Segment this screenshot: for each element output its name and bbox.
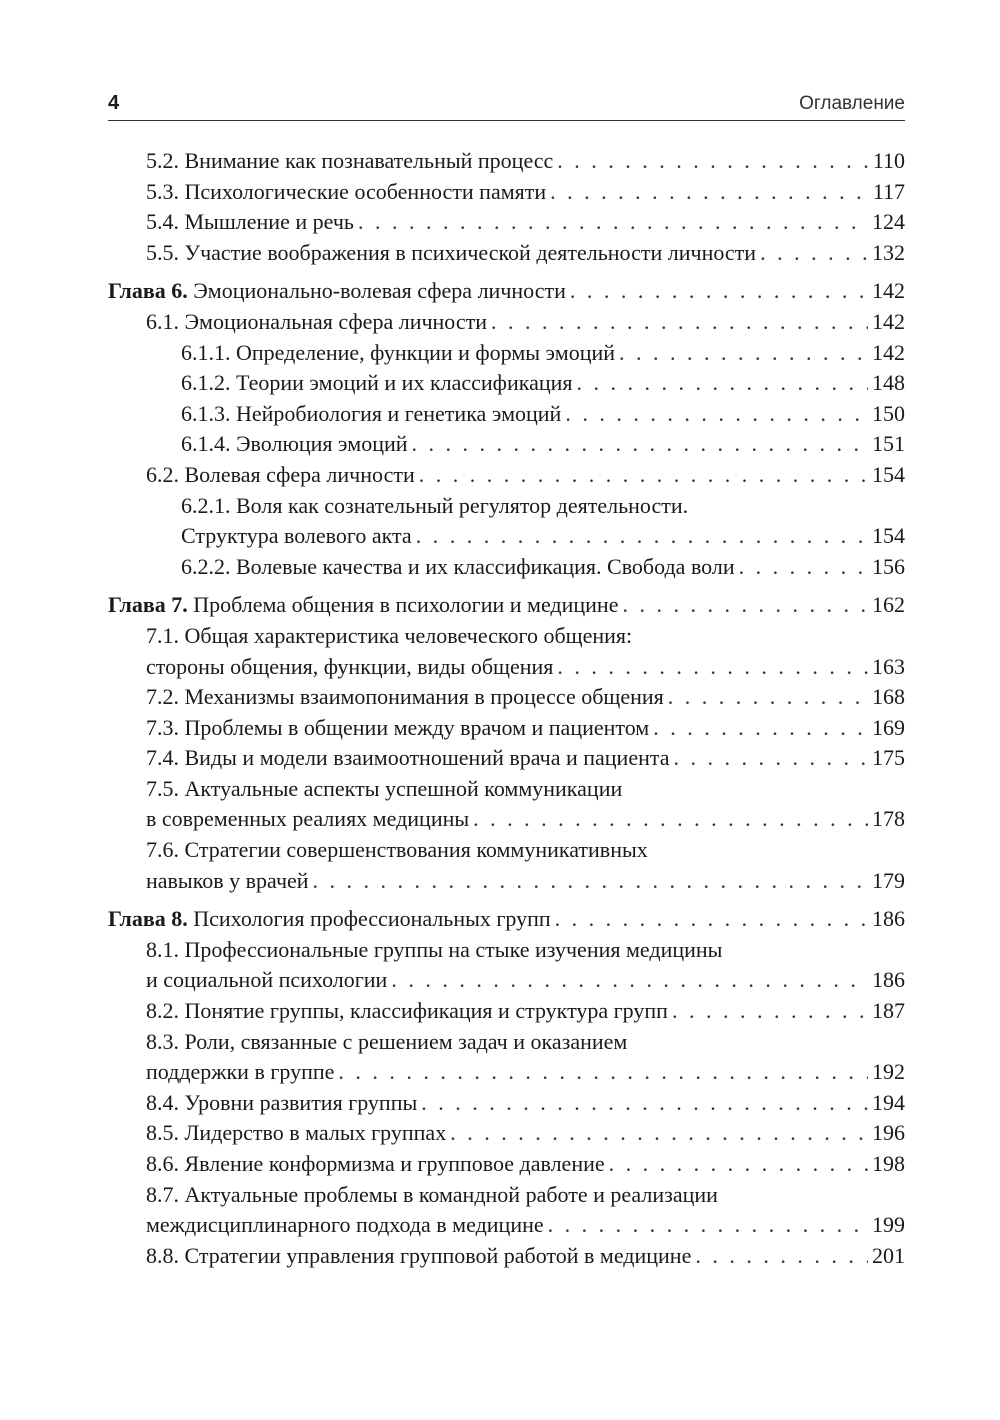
toc-line <box>181 429 905 460</box>
toc-entry <box>108 996 905 1027</box>
toc-entry-text: Психология профессиональных групп <box>193 906 551 932</box>
leader-dots <box>672 996 868 1027</box>
toc-entry-text: 6.2.1. Воля как сознательный регулятор деятельности. <box>181 492 689 518</box>
toc-entry-text: Структура волевого акта <box>181 523 412 549</box>
toc-line <box>146 177 905 208</box>
toc-entry-title <box>146 307 487 338</box>
toc-line <box>146 682 905 713</box>
toc-entry-title <box>181 399 561 430</box>
toc-entry <box>108 713 905 744</box>
toc-entry-text: Проблема общения в психологии и медицине <box>193 592 619 618</box>
toc-line <box>146 1118 905 1149</box>
leader-dots <box>491 307 868 338</box>
table-of-contents <box>108 146 905 1271</box>
toc-entry-text: 8.2. Понятие группы, классификация и структура групп <box>146 998 668 1024</box>
toc-line <box>146 804 905 835</box>
toc-page-number: 178 <box>872 806 905 832</box>
toc-entry-title <box>146 1180 718 1211</box>
toc-entry-title <box>181 368 573 399</box>
toc-entry-text: и социальной психологии <box>146 967 388 993</box>
toc-entry-title <box>181 338 615 369</box>
toc-entry-title <box>181 521 412 552</box>
toc-entry <box>108 399 905 430</box>
leader-dots <box>674 743 869 774</box>
leader-dots <box>338 1057 868 1088</box>
toc-entry-title <box>146 1118 446 1149</box>
toc-page-number: 110 <box>872 148 905 173</box>
toc-entry-title <box>146 713 649 744</box>
toc-chapter <box>108 276 905 307</box>
toc-entry-title <box>108 590 618 621</box>
toc-page-number: 151 <box>872 431 905 457</box>
toc-entry <box>108 1088 905 1119</box>
toc-entry-title <box>146 743 670 774</box>
toc-line <box>181 491 905 522</box>
toc-page-number: 169 <box>872 714 905 740</box>
toc-entry-text: 6.2. Волевая сфера личности <box>146 461 415 487</box>
toc-page-number: 201 <box>872 1242 905 1268</box>
toc-line <box>146 1210 905 1241</box>
toc-line <box>146 965 905 996</box>
leader-dots <box>421 1088 868 1119</box>
toc-page-number: 194 <box>872 1089 905 1115</box>
toc-page-number: 198 <box>872 1151 905 1176</box>
toc-entry <box>108 621 905 682</box>
toc-entry <box>108 774 905 835</box>
toc-entry-text: стороны общения, функции, виды общения <box>146 653 554 679</box>
toc-entry-title <box>146 804 469 835</box>
toc-entry-text: 7.5. Актуальные аспекты успешной коммуникации <box>146 775 623 801</box>
toc-entry-text: 7.1. Общая характеристика человеческого общения: <box>146 622 633 648</box>
toc-entry-title <box>146 177 546 208</box>
toc-entry <box>108 552 905 583</box>
toc-line <box>181 521 905 552</box>
toc-entry-text: 8.5. Лидерство в малых группах <box>146 1120 447 1146</box>
toc-entry <box>108 1118 905 1149</box>
toc-line <box>146 774 905 805</box>
toc-entry <box>108 146 905 177</box>
toc-line <box>181 338 905 369</box>
leader-dots <box>313 866 868 897</box>
toc-entry <box>108 177 905 208</box>
toc-entry <box>108 1241 905 1272</box>
toc-entry-title <box>146 146 553 177</box>
toc-entry-text: 6.1.2. Теории эмоций и их классификация <box>181 370 573 396</box>
toc-entry <box>108 460 905 491</box>
toc-entry-title <box>108 904 551 935</box>
leader-dots <box>695 1241 868 1272</box>
toc-line <box>146 1057 905 1088</box>
toc-entry-text: навыков у врачей <box>146 867 309 893</box>
leader-dots <box>609 1149 868 1180</box>
toc-line <box>181 399 905 430</box>
toc-line <box>146 146 905 177</box>
toc-line <box>146 713 905 744</box>
leader-dots <box>668 682 868 713</box>
toc-page-number: 142 <box>872 339 905 365</box>
toc-entry-text: в современных реалиях медицины <box>146 806 470 832</box>
leader-dots <box>619 338 868 369</box>
leader-dots <box>577 368 869 399</box>
leader-dots <box>653 713 868 744</box>
toc-page-number: 117 <box>872 178 905 204</box>
toc-entry-title <box>181 429 408 460</box>
toc-page-number: 156 <box>872 553 905 579</box>
toc-line <box>181 552 905 583</box>
leader-dots <box>358 207 868 238</box>
leader-dots <box>555 904 868 935</box>
toc-page-number: 154 <box>872 523 905 549</box>
leader-dots <box>550 177 869 208</box>
toc-line <box>146 460 905 491</box>
toc-line <box>146 652 905 683</box>
toc-entry-text: 5.2. Внимание как познавательный процесс <box>146 148 554 173</box>
leader-dots <box>557 146 869 177</box>
toc-line <box>108 590 905 621</box>
toc-page-number: 175 <box>872 745 905 771</box>
toc-entry-title <box>146 238 756 269</box>
toc-line <box>108 904 905 935</box>
toc-line <box>108 276 905 307</box>
toc-entry <box>108 207 905 238</box>
toc-entry-title <box>108 276 566 307</box>
toc-line <box>146 743 905 774</box>
toc-entry-text: 6.1.1. Определение, функции и формы эмоций <box>181 339 616 365</box>
toc-line <box>146 996 905 1027</box>
toc-line <box>146 1149 905 1180</box>
toc-line <box>146 621 905 652</box>
toc-entry <box>108 1027 905 1088</box>
toc-page-number: 150 <box>872 400 905 426</box>
toc-page-number: 142 <box>872 278 905 304</box>
toc-entry-title <box>146 460 415 491</box>
toc-entry-text: 6.1. Эмоциональная сфера личности <box>146 308 487 334</box>
toc-entry-title <box>146 1241 691 1272</box>
toc-entry-text: 7.3. Проблемы в общении между врачом и пациентом <box>146 714 650 740</box>
toc-entry-title <box>146 996 668 1027</box>
chapter-label: Глава 6. <box>108 278 188 304</box>
toc-line <box>146 307 905 338</box>
toc-entry <box>108 1180 905 1241</box>
leader-dots <box>565 399 868 430</box>
leader-dots <box>412 429 868 460</box>
toc-chapter <box>108 904 905 935</box>
toc-page-number: 168 <box>872 684 905 710</box>
leader-dots <box>391 965 868 996</box>
toc-line <box>146 1180 905 1211</box>
toc-entry-title <box>146 1057 334 1088</box>
toc-entry-title <box>146 1210 544 1241</box>
toc-entry-title <box>146 835 648 866</box>
toc-entry-text: 8.7. Актуальные проблемы в командной работе и реализации <box>146 1181 718 1207</box>
toc-line <box>146 835 905 866</box>
leader-dots <box>557 652 868 683</box>
toc-entry-title <box>146 1149 605 1180</box>
toc-page-number: 196 <box>872 1120 905 1146</box>
toc-entry <box>108 491 905 552</box>
toc-page-number: 124 <box>872 209 905 235</box>
toc-entry-text: 5.5. Участие воображения в психической деятельности личности <box>146 239 757 265</box>
toc-entry-text: 7.4. Виды и модели взаимоотношений врача и пациента <box>146 745 670 771</box>
toc-entry-text: 8.4. Уровни развития группы <box>146 1089 418 1115</box>
toc-entry-title <box>146 774 622 805</box>
toc-entry-title <box>146 621 632 652</box>
toc-line <box>146 866 905 897</box>
toc-entry-text: 6.2.2. Волевые качества и их классификация. Свобода воли <box>181 553 735 579</box>
toc-entry-text: поддержки в группе <box>146 1059 335 1085</box>
toc-entry-title <box>146 207 354 238</box>
leader-dots <box>416 521 868 552</box>
toc-page-number: 142 <box>872 308 905 334</box>
toc-entry-text: 8.8. Стратегии управления групповой работой в медицине <box>146 1242 692 1268</box>
toc-entry-title <box>146 1027 627 1058</box>
leader-dots <box>473 804 868 835</box>
page-header <box>108 90 905 121</box>
toc-entry-text: 8.6. Явление конформизма и групповое давление <box>146 1151 605 1176</box>
toc-entry-text: 8.3. Роли, связанные с решением задач и оказанием <box>146 1028 628 1054</box>
chapter-label: Глава 8. <box>108 906 188 932</box>
toc-line <box>146 1027 905 1058</box>
toc-line <box>146 1088 905 1119</box>
toc-page-number: 162 <box>872 592 905 618</box>
toc-page-number: 192 <box>872 1059 905 1085</box>
toc-line <box>146 935 905 966</box>
toc-line <box>146 207 905 238</box>
leader-dots <box>622 590 868 621</box>
leader-dots <box>739 552 868 583</box>
toc-entry-text: 6.1.3. Нейробиология и генетика эмоций <box>181 400 562 426</box>
page-number: 4 <box>108 92 120 114</box>
toc-entry-text: 6.1.4. Эволюция эмоций <box>181 431 408 457</box>
toc-entry-title <box>146 965 387 996</box>
toc-page-number: 179 <box>872 867 905 893</box>
toc-entry-text: междисциплинарного подхода в медицине <box>146 1212 544 1238</box>
toc-entry-text: 7.6. Стратегии совершенствования коммуникативных <box>146 837 648 863</box>
toc-entry-title <box>181 491 688 522</box>
toc-page-number: 187 <box>872 998 905 1024</box>
toc-chapter <box>108 590 905 621</box>
toc-page-number: 132 <box>872 239 905 265</box>
toc-entry-title <box>181 552 735 583</box>
toc-entry <box>108 238 905 269</box>
leader-dots <box>419 460 868 491</box>
toc-entry <box>108 429 905 460</box>
toc-page-number: 186 <box>872 906 905 932</box>
toc-line <box>181 368 905 399</box>
leader-dots <box>548 1210 868 1241</box>
toc-entry <box>108 743 905 774</box>
toc-page-number: 154 <box>872 461 905 487</box>
toc-entry <box>108 835 905 896</box>
toc-entry-title <box>146 1088 417 1119</box>
toc-page-number: 199 <box>872 1212 905 1238</box>
toc-page-number: 186 <box>872 967 905 993</box>
toc-entry <box>108 368 905 399</box>
toc-entry <box>108 1149 905 1180</box>
toc-entry-text: 8.1. Профессиональные группы на стыке изучения медицины <box>146 936 723 962</box>
toc-line <box>146 238 905 269</box>
toc-entry-title <box>146 866 309 897</box>
toc-entry-text: 5.3. Психологические особенности памяти <box>146 178 547 204</box>
toc-entry <box>108 682 905 713</box>
toc-entry-title <box>146 652 553 683</box>
leader-dots <box>570 276 868 307</box>
chapter-label: Глава 7. <box>108 592 188 618</box>
toc-entry-text: 5.4. Мышление и речь <box>146 209 354 235</box>
leader-dots <box>450 1118 868 1149</box>
toc-entry <box>108 935 905 996</box>
toc-page-number: 163 <box>872 653 905 679</box>
toc-entry <box>108 307 905 338</box>
running-title: Оглавление <box>799 93 905 114</box>
toc-entry-text: Эмоционально-волевая сфера личности <box>193 278 566 304</box>
toc-page-number: 148 <box>872 370 905 396</box>
toc-line <box>146 1241 905 1272</box>
toc-entry <box>108 338 905 369</box>
toc-entry-title <box>146 682 664 713</box>
toc-entry-text: 7.2. Механизмы взаимопонимания в процессе общения <box>146 684 664 710</box>
leader-dots <box>760 238 868 269</box>
toc-entry-title <box>146 935 722 966</box>
